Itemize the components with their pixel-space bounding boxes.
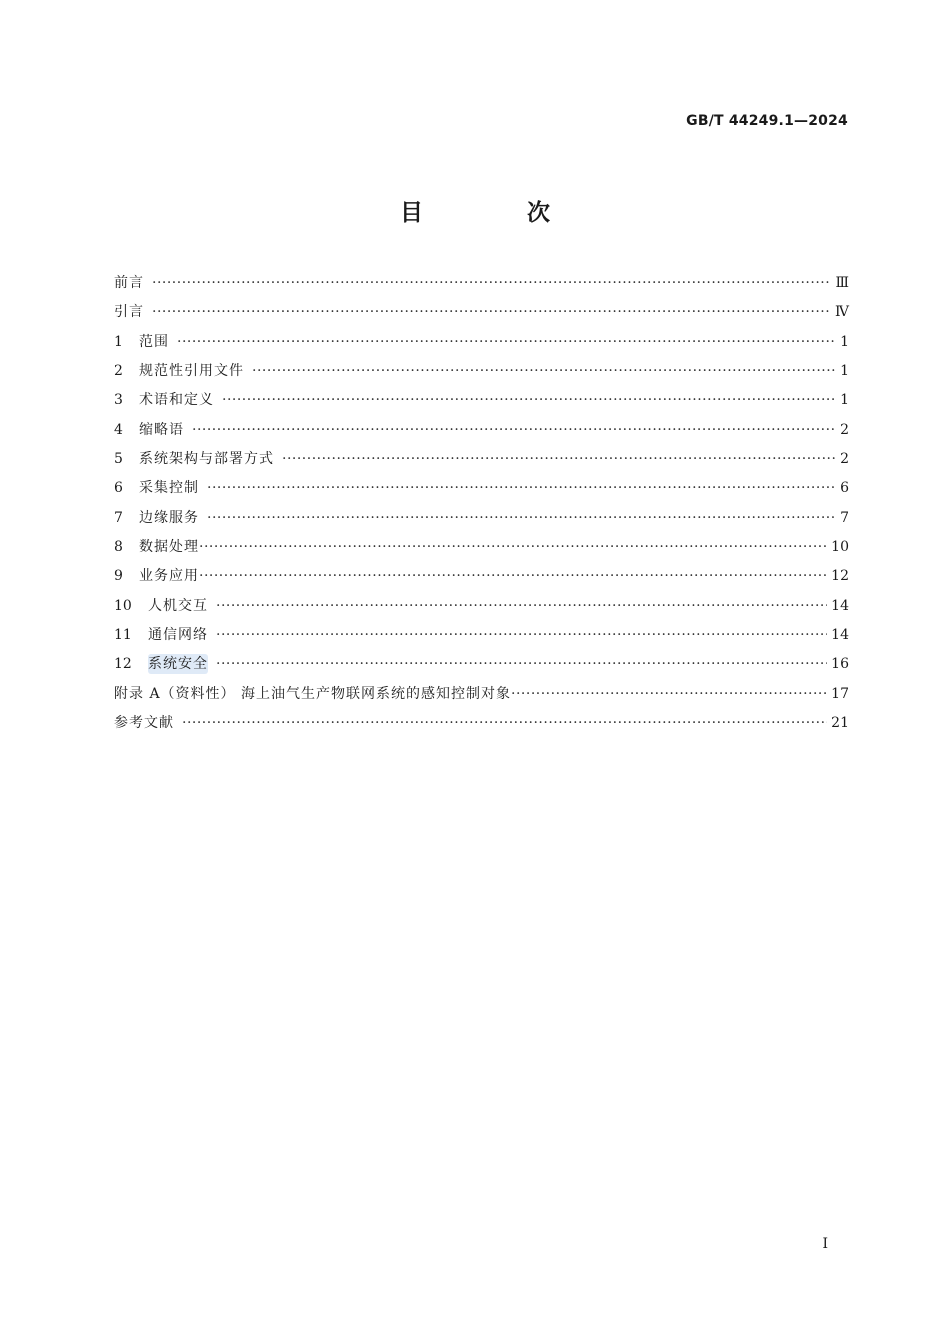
toc-leader-dots bbox=[222, 390, 835, 410]
toc-label: 边缘服务 bbox=[139, 509, 199, 526]
toc-label: 术语和定义 bbox=[139, 392, 214, 409]
standard-code: GB/T 44249.1—2024 bbox=[686, 113, 848, 129]
toc-leader-dots bbox=[216, 625, 827, 645]
page-title: 目 次 bbox=[399, 200, 598, 226]
toc-page-number: 6 bbox=[840, 480, 849, 497]
toc-label: 系统架构与部署方式 bbox=[139, 451, 274, 468]
toc-entry-annex-a[interactable] bbox=[114, 684, 849, 713]
toc-label: 范围 bbox=[139, 333, 169, 350]
toc-entry-3[interactable] bbox=[114, 390, 849, 419]
toc-section-number: 3 bbox=[114, 392, 123, 409]
toc-entry-12[interactable] bbox=[114, 654, 849, 683]
toc-page-number: Ⅳ bbox=[835, 304, 849, 321]
toc-label: 附录 A（资料性） 海上油气生产物联网系统的感知控制对象 bbox=[114, 685, 512, 702]
toc-page-number: 21 bbox=[831, 715, 849, 732]
toc-section-number: 12 bbox=[114, 656, 132, 673]
toc-label: 系统安全 bbox=[148, 656, 208, 673]
toc-section-number: 9 bbox=[114, 568, 123, 585]
toc-leader-dots bbox=[152, 302, 831, 322]
toc-page-number: 1 bbox=[840, 333, 849, 350]
toc-section-number: 2 bbox=[114, 363, 123, 380]
toc-section-number: 7 bbox=[114, 509, 123, 526]
toc-label: 参考文献 bbox=[114, 715, 174, 732]
toc-entry-bibliography[interactable] bbox=[114, 713, 849, 742]
toc-entry-5[interactable] bbox=[114, 449, 849, 478]
toc-entry-9[interactable] bbox=[114, 566, 849, 595]
toc-entry-6[interactable] bbox=[114, 478, 849, 507]
toc-page-number: 7 bbox=[840, 509, 849, 526]
toc-entry-2[interactable] bbox=[114, 361, 849, 390]
toc-entry-11[interactable] bbox=[114, 625, 849, 654]
toc-section-number: 10 bbox=[114, 597, 132, 614]
toc-label: 数据处理 bbox=[139, 539, 199, 556]
toc-entry-10[interactable] bbox=[114, 596, 849, 625]
toc-entry-8[interactable] bbox=[114, 537, 849, 566]
toc-label: 前言 bbox=[114, 275, 144, 291]
toc-label: 通信网络 bbox=[148, 627, 208, 644]
toc-page-number: 12 bbox=[831, 568, 849, 585]
toc-leader-dots bbox=[282, 449, 835, 469]
toc-leader-dots bbox=[199, 566, 827, 586]
toc-label: 缩略语 bbox=[139, 421, 184, 438]
toc-section-number: 6 bbox=[114, 480, 123, 497]
toc-page-number: 10 bbox=[831, 539, 849, 556]
toc-leader-dots bbox=[216, 654, 827, 674]
toc-page-number: 1 bbox=[840, 363, 849, 380]
toc-section-number: 4 bbox=[114, 421, 123, 438]
toc-leader-dots bbox=[511, 684, 827, 704]
toc-leader-dots bbox=[207, 508, 835, 528]
toc-page-number: 2 bbox=[840, 421, 849, 438]
toc-section-number: 11 bbox=[114, 627, 132, 644]
page-number: I bbox=[822, 1236, 828, 1252]
toc-leader-dots bbox=[182, 713, 827, 733]
toc-page-number: 16 bbox=[831, 656, 849, 673]
toc-section-number: 1 bbox=[114, 333, 123, 350]
toc-leader-dots bbox=[207, 478, 835, 498]
toc-label: 业务应用 bbox=[139, 568, 199, 585]
toc-page-number: 2 bbox=[840, 451, 849, 468]
toc-label: 规范性引用文件 bbox=[139, 363, 244, 380]
toc-leader-dots bbox=[199, 537, 827, 557]
toc-entry-7[interactable] bbox=[114, 508, 849, 537]
toc-entry-introduction[interactable] bbox=[114, 302, 849, 331]
toc-entry-4[interactable] bbox=[114, 420, 849, 449]
toc-label: 采集控制 bbox=[139, 480, 199, 497]
toc-page-number: 17 bbox=[831, 685, 849, 702]
toc-entry-foreword[interactable] bbox=[114, 273, 849, 302]
toc-leader-dots bbox=[216, 596, 827, 616]
toc-section-number: 8 bbox=[114, 539, 123, 556]
toc-section-number: 5 bbox=[114, 451, 123, 468]
toc-label: 引言 bbox=[114, 304, 144, 321]
toc-entry-1[interactable] bbox=[114, 332, 849, 361]
toc-page-number: 1 bbox=[840, 392, 849, 409]
toc-page-number: 14 bbox=[831, 627, 849, 644]
toc-page-number: Ⅲ bbox=[835, 275, 849, 291]
table-of-contents bbox=[114, 273, 849, 743]
toc-label: 人机交互 bbox=[148, 597, 208, 614]
toc-leader-dots bbox=[192, 420, 835, 440]
toc-leader-dots bbox=[152, 273, 831, 293]
toc-leader-dots bbox=[177, 332, 835, 352]
toc-leader-dots bbox=[252, 361, 835, 381]
toc-page-number: 14 bbox=[831, 597, 849, 614]
